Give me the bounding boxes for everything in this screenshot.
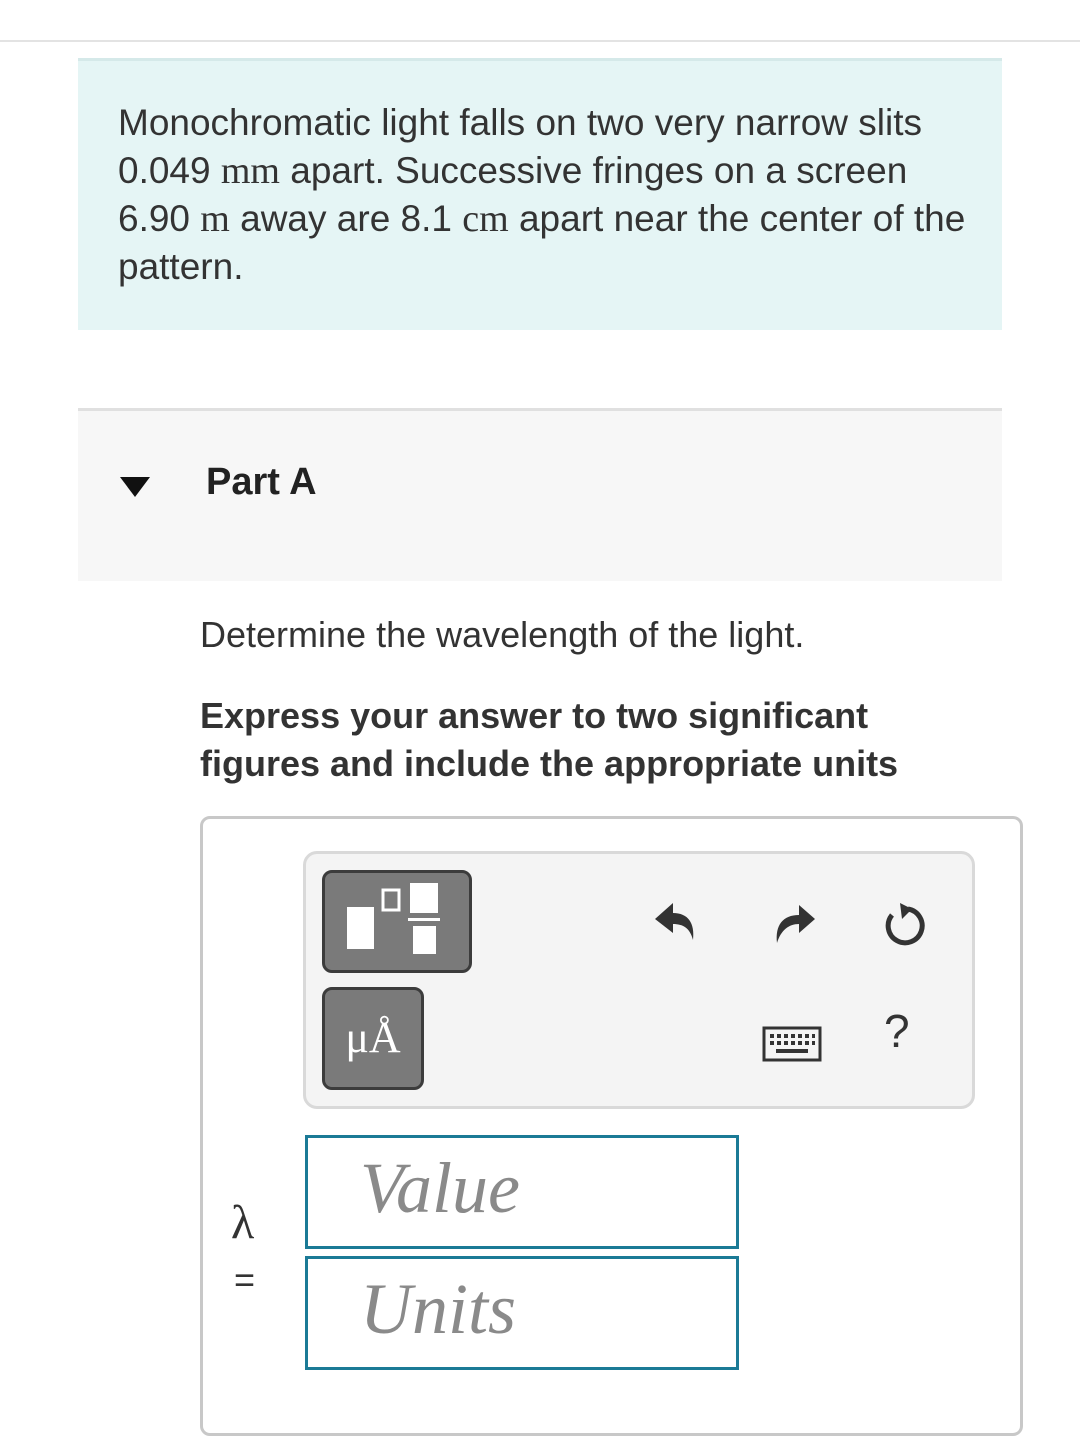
value-input[interactable]: Value	[305, 1135, 739, 1249]
math-toolbar	[303, 851, 975, 1109]
problem-text-part: apart. Successive fringes on a screen 6.90	[118, 150, 908, 239]
part-a-header[interactable]	[78, 408, 1002, 581]
undo-icon[interactable]	[651, 899, 701, 947]
help-icon[interactable]: ?	[884, 1005, 910, 1057]
units-input[interactable]: Units	[305, 1256, 739, 1370]
top-divider	[0, 40, 1080, 42]
problem-statement-box	[78, 58, 1002, 330]
instruction-text: Express your answer to two significant figures and include the appropriate units	[200, 695, 899, 784]
units-icon: μÅ	[345, 1013, 401, 1062]
templates-button[interactable]	[322, 870, 472, 973]
problem-text-part: away are 8.1	[229, 198, 463, 239]
keyboard-icon[interactable]	[762, 1026, 822, 1062]
reset-icon[interactable]	[878, 899, 930, 951]
unit-mm: mm	[220, 150, 280, 192]
unit-cm: cm	[462, 198, 509, 240]
problem-text-part: apart near the center of the pattern.	[118, 198, 966, 287]
templates-icon	[325, 873, 469, 970]
question-text: Determine the wavelength of the light.	[200, 614, 805, 655]
unit-m: m	[200, 198, 230, 240]
problem-text	[118, 99, 968, 291]
redo-icon[interactable]	[769, 901, 819, 947]
equals-sign: =	[234, 1259, 256, 1300]
units-button[interactable]	[322, 987, 424, 1090]
caret-down-icon[interactable]	[120, 477, 150, 497]
problem-text-part: Monochromatic light falls on two very narrow slits 0.049	[118, 102, 923, 191]
answer-panel	[200, 816, 1023, 1436]
variable-lambda: λ	[231, 1196, 255, 1249]
part-title: Part A	[206, 461, 317, 503]
